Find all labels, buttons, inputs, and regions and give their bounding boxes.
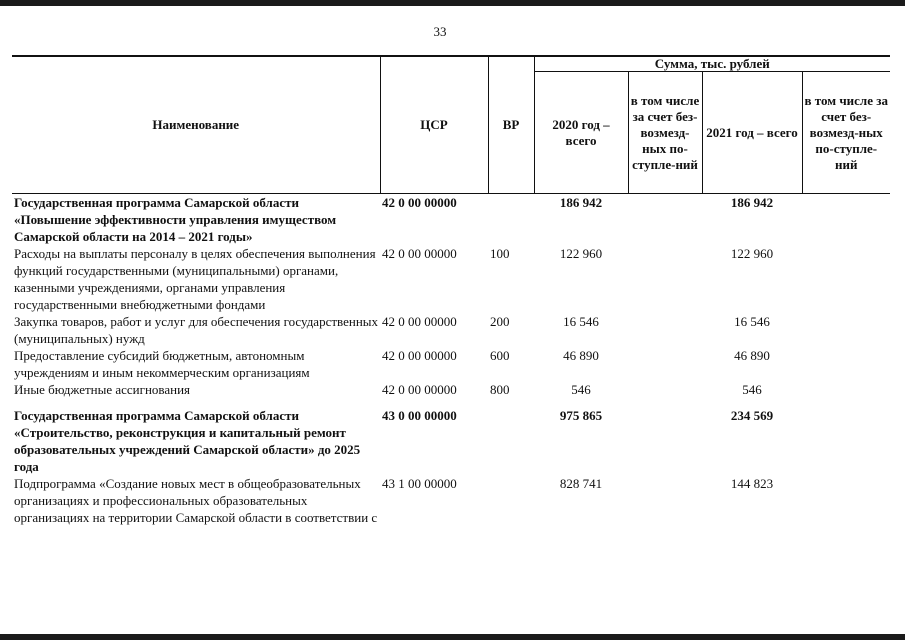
row-vr [488,194,534,246]
row-2020-free [628,347,702,381]
row-2020-free [628,313,702,347]
row-2020-free [628,245,702,313]
row-csr: 42 0 00 00000 [382,246,457,261]
row-name: Иные бюджетные ассигнования [14,382,191,397]
row-csr: 42 0 00 00000 [382,314,457,329]
row-2020-free [628,475,702,526]
row-name: Подпрограмма «Создание новых мест в общеобразовательных организациях и профессиональных образовательных организациях на территории Самарской области в соответствии с [14,476,378,525]
table-header [12,56,890,194]
row-2020-total: 975 865 [559,408,603,423]
row-csr: 42 0 00 00000 [382,195,457,210]
row-2020-total: 828 741 [559,476,603,491]
row-2020-free [628,398,702,475]
table-row [12,475,890,526]
header-name: Наименование [12,56,380,194]
row-name: Расходы на выплаты персоналу в целях обеспечения выполнения функций государственными (муниципальными) органами, казенными учреждениями, органами управления государственными внебюджетными фондами [14,246,376,312]
row-2020-total: 186 942 [559,195,603,210]
row-2021-total: 186 942 [730,195,774,210]
row-2020-total: 122 960 [559,246,603,261]
row-name: Предоставление субсидий бюджетным, автономным учреждениям и иным некоммерческим организациям [14,348,310,380]
row-vr [488,475,534,526]
row-2020-free [628,194,702,246]
row-2021-total: 122 960 [730,246,774,261]
row-2021-free [802,475,890,526]
top-edge-bar [0,0,905,6]
row-vr [488,398,534,475]
row-name: Закупка товаров, работ и услуг для обеспечения государственных (муниципальных) нужд [14,314,379,346]
header-2021-free: в том числе за счет без-возмезд-ных по-ступле-ний [802,72,890,194]
row-2021-free [802,194,890,246]
table-row [12,381,890,398]
table-row [12,347,890,381]
table-body [12,194,890,527]
row-2021-total: 16 546 [734,314,770,329]
row-name: Государственная программа Самарской области «Повышение эффективности управления имуществом Самарской области на 2014 – 2021 годы» [14,195,337,244]
row-2021-free [802,313,890,347]
table-row [12,313,890,347]
row-2020-total: 16 546 [563,314,599,329]
row-2021-total: 144 823 [730,476,774,491]
row-csr: 42 0 00 00000 [382,348,457,363]
row-csr: 43 0 00 00000 [382,408,457,423]
header-2020-total: 2020 год – всего [534,72,628,194]
row-2020-free [628,381,702,398]
row-2021-total: 234 569 [730,408,774,423]
budget-table [12,55,890,526]
row-vr: 200 [490,314,510,329]
row-vr: 100 [490,246,510,261]
row-2021-free [802,398,890,475]
row-2020-total: 46 890 [563,348,599,363]
row-2021-free [802,381,890,398]
row-csr: 42 0 00 00000 [382,382,457,397]
header-2021-total: 2021 год – всего [702,72,802,194]
table-row [12,194,890,246]
header-csr: ЦСР [380,56,488,194]
row-name: Государственная программа Самарской области «Строительство, реконструкция и капитальный ремонт образовательных учреждений Самарской области» до 2025 года [14,408,361,474]
bottom-edge-bar [0,634,905,640]
row-2021-free [802,245,890,313]
row-2021-total: 46 890 [734,348,770,363]
row-2020-total: 546 [571,382,591,397]
row-csr: 43 1 00 00000 [382,476,457,491]
row-2021-free [802,347,890,381]
row-2021-total: 546 [742,382,762,397]
header-sum-group: Сумма, тыс. рублей [534,56,890,72]
header-vr: ВР [488,56,534,194]
table-row [12,398,890,475]
header-2020-free: в том числе за счет без-возмезд-ных по-ступле-ний [628,72,702,194]
row-vr: 600 [490,348,510,363]
page-number: 33 [433,24,447,39]
table-row [12,245,890,313]
row-vr: 800 [490,382,510,397]
